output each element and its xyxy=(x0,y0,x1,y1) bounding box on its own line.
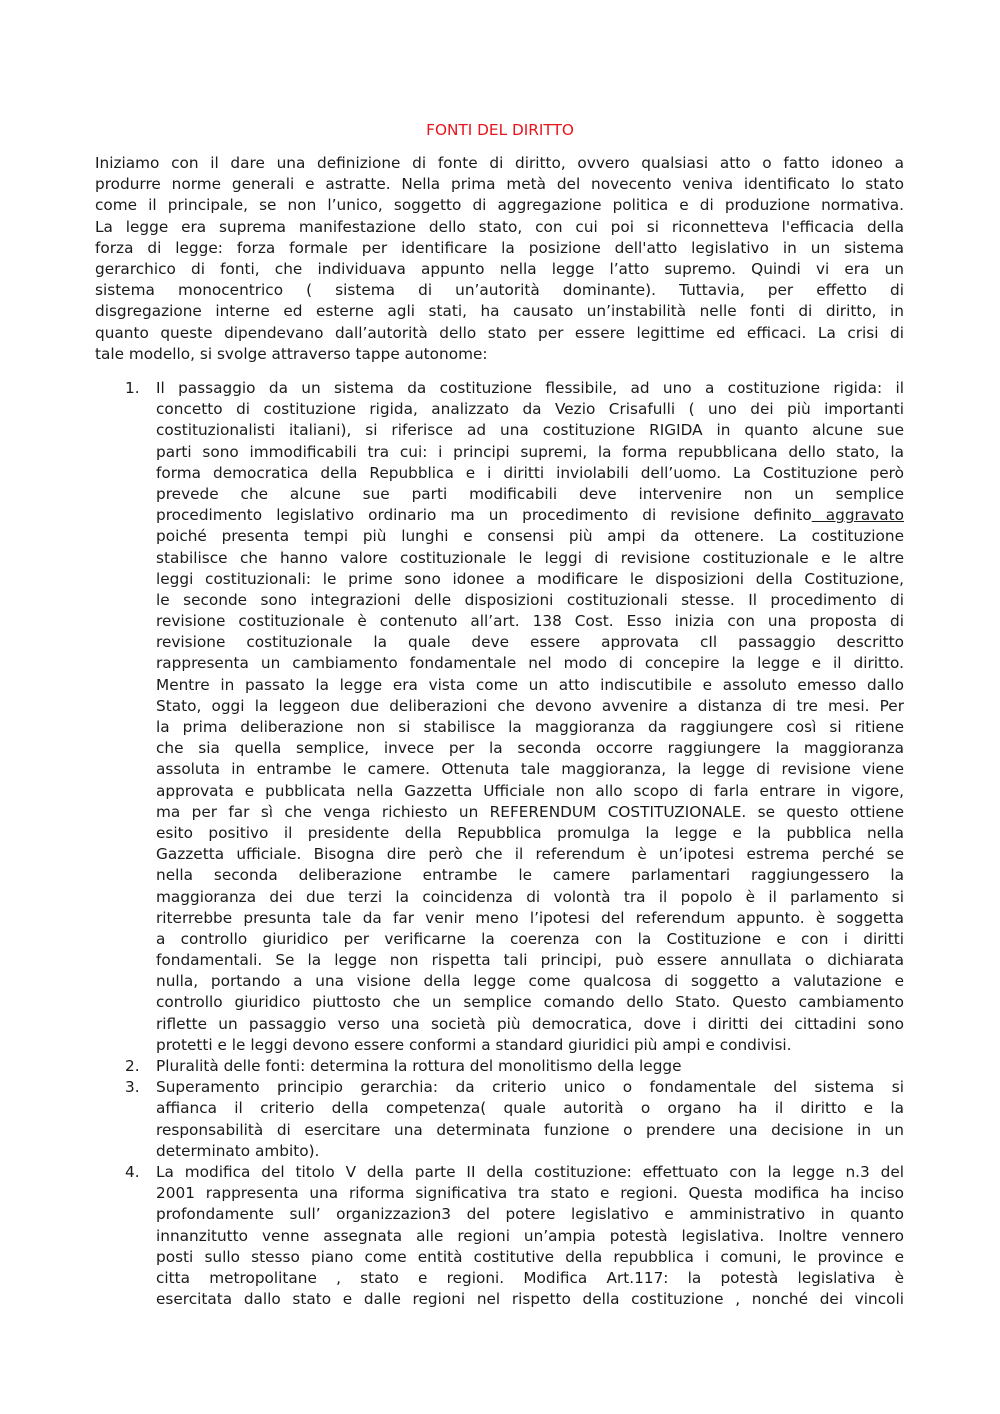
list-number: 2. xyxy=(125,1057,140,1075)
item-line: riflette un passaggio verso una società più democratica, dove i diritti dei cittadini sono xyxy=(156,1014,904,1033)
item-line: la prima deliberazione non si stabilisce la maggioranza da raggiungere così si ritiene xyxy=(156,718,904,736)
item-line: Stato, oggi la leggeon due deliberazioni che devono avvenire a distanza di tre mesi. Per xyxy=(156,696,904,715)
item-line: Gazzetta ufficiale. Bisogna dire però che il referendum è un’ipotesi estrema perché se xyxy=(156,845,904,864)
item-line: Superamento principio gerarchia: da criterio unico o fondamentale del sistema si xyxy=(156,1078,904,1097)
item-line: revisione costituzionale la quale deve essere approvata cIl passaggio descritto xyxy=(156,633,904,652)
item-line: leggi costituzionali: le prime sono idonee a modificare le disposizioni della Costituzione, xyxy=(156,569,904,588)
item-line: forma democratica della Repubblica e i diritti inviolabili dell’uomo. La Costituzione però xyxy=(156,463,904,482)
item-line: costituzionalisti italiani), si riferisce ad una costituzione RIGIDA in quanto alcune sue xyxy=(156,421,904,440)
item-line: concetto di costituzione rigida, analizzato da Vezio Crisafulli ( uno dei più importanti xyxy=(156,400,904,419)
item-line: le seconde sono integrazioni delle disposizioni costituzionali stesse. Il procedimento di xyxy=(156,590,904,609)
item-line: responsabilità di esercitare una determinata funzione o prendere una decisione in un xyxy=(156,1120,904,1139)
item-line: citta metropolitane , stato e regioni. Modifica Art.117: la potestà legislativa è xyxy=(156,1268,904,1287)
item-line: protetti e le leggi devono essere conformi a standard giuridici più ampi e condivisi. xyxy=(156,1035,792,1054)
intro-line: gerarchico di fonti, che individuava appunto nella legge l’atto supremo. Quindi vi era un xyxy=(95,259,904,278)
item-line: revisione costituzionale è contenuto all’art. 138 Cost. Esso inizia con una proposta di xyxy=(156,612,904,631)
item-line: riterrebbe presunta tale da far venir meno l’ipotesi del referendum appunto. è soggetta xyxy=(156,908,904,927)
item-line: esito positivo il presidente della Repubblica promulga la legge e la pubblica nella xyxy=(156,823,904,842)
intro-paragraph xyxy=(95,153,904,365)
list-item xyxy=(95,378,904,1056)
item-line: fondamentali. Se la legge non rispetta tali principi, può essere annullata o dichiarata xyxy=(156,951,904,970)
intro-line: Iniziamo con il dare una definizione di fonte di diritto, ovvero qualsiasi atto o fatto idoneo a xyxy=(95,154,904,172)
list-item xyxy=(95,1056,904,1077)
intro-line: forza di legge: forza formale per identificare la posizione dell'atto legislativo in un sistema xyxy=(95,238,904,257)
intro-line: disgregazione interne ed esterne agli stati, ha causato un’instabilità nelle fonti di diritto, in xyxy=(95,302,904,321)
item-line: Mentre in passato la legge era vista come un atto indiscutibile e assoluto emesso dallo xyxy=(156,675,904,694)
item-line: assoluta in entrambe le camere. Ottenuta tale maggioranza, la legge di revisione viene xyxy=(156,760,904,779)
intro-line: come il principale, se non l’unico, soggetto di aggregazione politica e di produzione normativa. xyxy=(95,196,904,215)
item-line: stabilisce che hanno valore costituzionale le leggi di revisione costituzionale e le altre xyxy=(156,548,904,567)
item-line: posti sullo stesso piano come entità costitutive della repubblica i comuni, le province e xyxy=(156,1247,904,1266)
item-line: 2001 rappresenta una riforma significativa tra stato e regioni. Questa modifica ha inciso xyxy=(156,1184,904,1203)
item-line: maggioranza dei due terzi la coincidenza di volontà tra il popolo è il parlamento si xyxy=(156,887,904,906)
item-line: profondamente sull’ organizzazion3 del potere legislativo e amministrativo in quanto xyxy=(156,1205,904,1224)
item-line: affianca il criterio della competenza( quale autorità o organo ha il diritto e la xyxy=(156,1099,904,1118)
item-line: controllo giuridico piuttosto che un semplice comando dello Stato. Questo cambiamento xyxy=(156,993,904,1012)
item-line: La modifica del titolo V della parte II della costituzione: effettuato con la legge n.3 del xyxy=(156,1162,904,1181)
intro-line: quanto queste dipendevano dall’autorità dello stato per essere legittime ed efficaci. La crisi di xyxy=(95,323,904,342)
intro-line: sistema monocentrico ( sistema di un’autorità dominante). Tuttavia, per effetto di xyxy=(95,281,904,300)
item-line: che sia quella semplice, invece per la seconda occorre raggiungere la maggioranza xyxy=(156,739,904,758)
intro-line: La legge era suprema manifestazione dello stato, con cui poi si riconnetteva l'efficacia della xyxy=(95,217,904,236)
item-line: parti sono immodificabili tra cui: i principi supremi, la forma repubblicana dello stato, la xyxy=(156,442,904,461)
item-line: nella seconda deliberazione entrambe le camere parlamentari raggiungessero la xyxy=(156,866,904,885)
numbered-list xyxy=(95,378,904,1310)
list-number: 3. xyxy=(125,1078,140,1097)
item-line: poiché presenta tempi più lunghi e consensi più ampi da ottenere. La costituzione xyxy=(156,527,904,546)
intro-line: tale modello, si svolge attraverso tappe autonome: xyxy=(95,344,488,363)
list-number: 4. xyxy=(125,1162,140,1181)
list-item xyxy=(95,1077,904,1162)
list-number: 1. xyxy=(125,379,140,397)
document-title: FONTI DEL DIRITTO xyxy=(426,121,574,139)
item-line: determinato ambito). xyxy=(156,1141,320,1160)
item-line: prevede che alcune sue parti modificabili deve intervenire non un semplice xyxy=(156,484,904,503)
item-line-text: procedimento legislativo ordinario ma un procedimento di revisione definito xyxy=(156,506,812,525)
item-line: ma per far sì che venga richiesto un REFERENDUM COSTITUZIONALE. se questo ottiene xyxy=(156,802,904,821)
item-line: innanzitutto venne assegnata alle regioni un’ampia potestà legislativa. Inoltre vennero xyxy=(156,1226,904,1245)
item-line: rappresenta un cambiamento fondamentale nel modo di concepire la legge e il diritto. xyxy=(156,654,904,673)
item-line: a controllo giuridico per verificarne la coerenza con la Costituzione e con i diritti xyxy=(156,929,904,948)
item-line-with-underline xyxy=(156,505,904,526)
list-item xyxy=(95,1162,904,1310)
item-line: esercitata dallo stato e dalle regioni nel rispetto della costituzione , nonché dei vincoli xyxy=(156,1290,904,1309)
intro-line: produrre norme generali e astratte. Nella prima metà del novecento veniva identificato lo stato xyxy=(95,175,904,194)
item-line: approvata e pubblicata nella Gazzetta Ufficiale non allo scopo di farla entrare in vigore, xyxy=(156,781,904,800)
item-line: Pluralità delle fonti: determina la rottura del monolitismo della legge xyxy=(156,1057,682,1075)
item-line: Il passaggio da un sistema da costituzione flessibile, ad uno a costituzione rigida: il xyxy=(156,379,904,397)
underlined-word: aggravato xyxy=(811,506,904,525)
item-line: nulla, portando a una visione della legge come qualcosa di soggetto a valutazione e xyxy=(156,972,904,991)
